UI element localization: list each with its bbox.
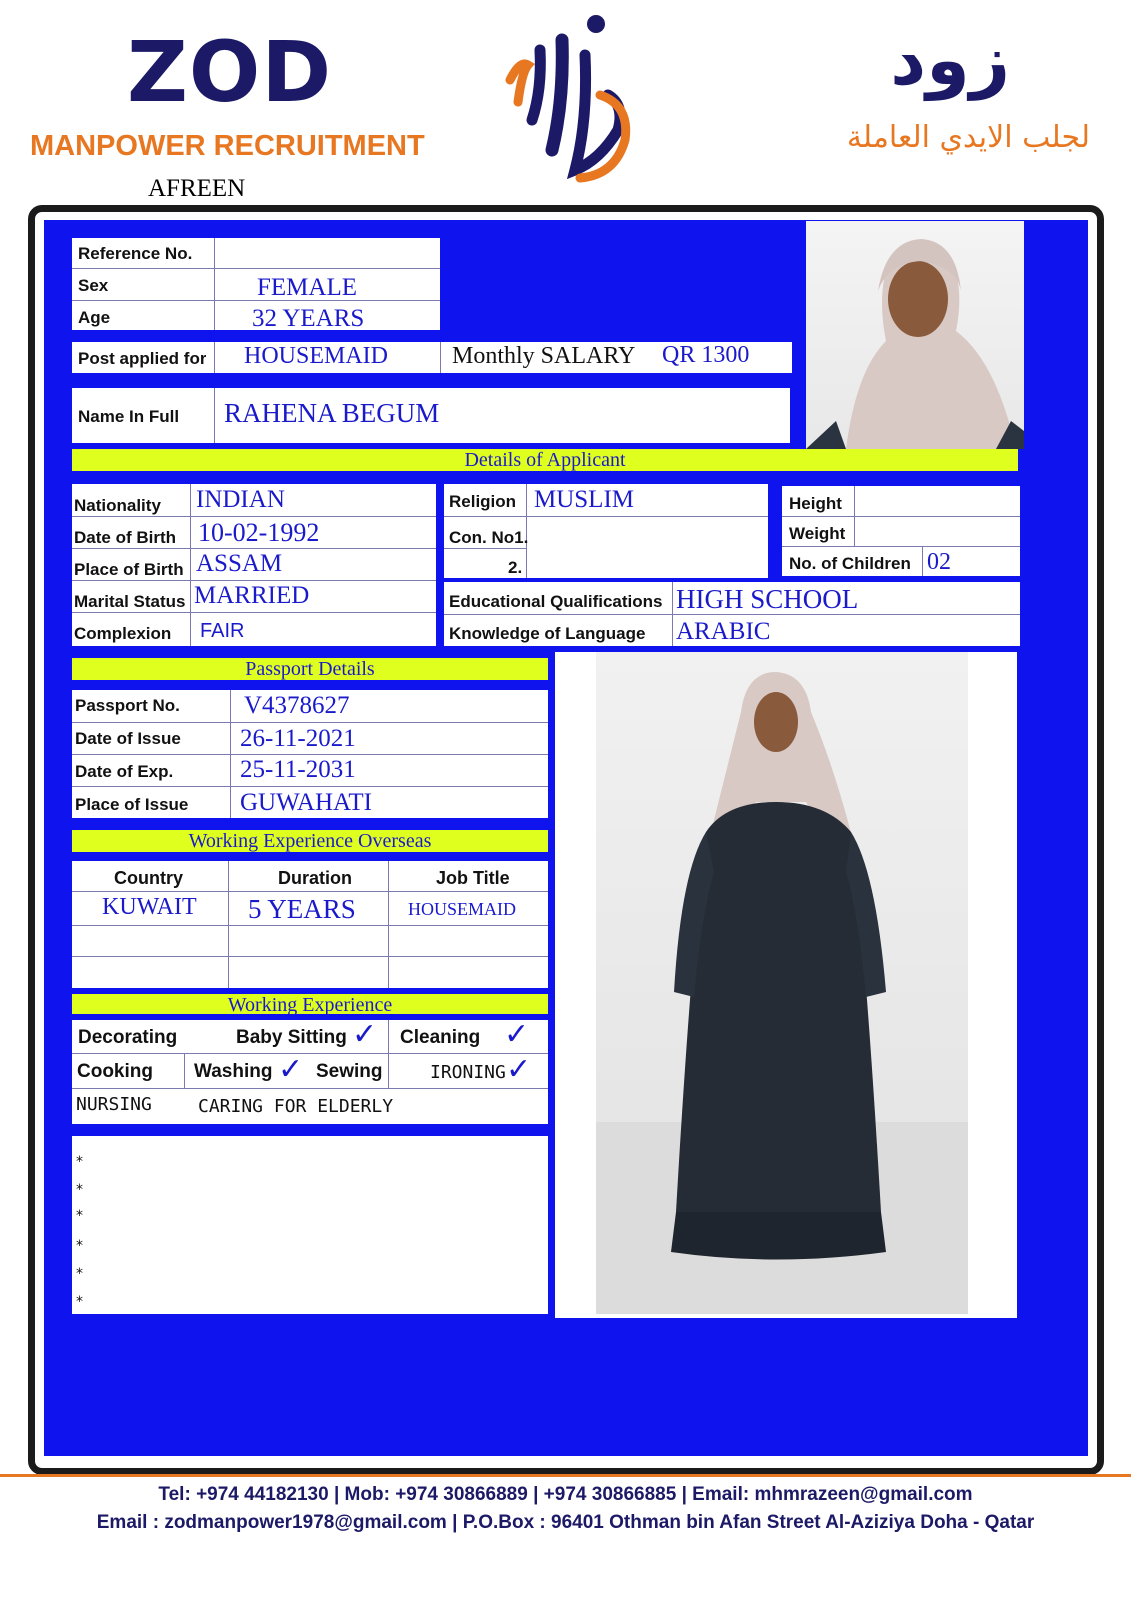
note-bullet-3: * [76,1208,83,1224]
washing-check-icon: ✓ [278,1055,304,1085]
nationality-value: INDIAN [196,486,285,513]
notes-box [72,1136,548,1314]
language-label: Knowledge of Language [449,624,646,643]
personal-details-table [72,484,436,646]
post-row [72,342,792,373]
footer-address-line: Email : zodmanpower1978@gmail.com | P.O.Box : 96401 Othman bin Afan Street Al-Aziziya Doha - Qatar [96,1512,1035,1533]
sex-label: Sex [78,276,109,295]
children-value: 02 [927,549,951,575]
reference-table [72,238,440,330]
skill-nursing: NURSING [76,1094,152,1115]
complexion-label: Complexion [74,624,172,643]
details-band: Details of Applicant [72,449,1018,471]
post-value: HOUSEMAID [244,343,388,369]
overseas-row-duration: 5 YEARS [248,894,356,924]
applicant-full-length-photo [596,652,968,1314]
pob-value: ASSAM [196,550,283,577]
brand-title: ZOD [127,23,333,121]
note-bullet-1: * [76,1154,83,1170]
age-value: 32 YEARS [252,305,365,332]
skill-cleaning: Cleaning [400,1027,481,1048]
skill-decorating: Decorating [78,1027,178,1048]
issue-date-value: 26-11-2021 [240,725,356,752]
education-label: Educational Qualifications [449,592,663,611]
overseas-col-country: Country [114,868,183,888]
skill-ironing: IRONING [430,1062,506,1083]
footer-divider [0,1474,1131,1477]
ironing-check-icon: ✓ [506,1055,532,1085]
brand-subtitle: MANPOWER RECRUITMENT [30,130,425,162]
dob-label: Date of Birth [74,528,176,547]
religion-table [444,484,768,578]
skill-sewing: Sewing [316,1061,383,1082]
overseas-band: Working Experience Overseas [72,830,548,852]
language-value: ARABIC [676,618,771,645]
weight-label: Weight [789,524,846,543]
baby-sitting-check-icon: ✓ [352,1020,378,1050]
applicant-portrait-photo [806,221,1024,449]
footer-contact-line: Tel: +974 44182130 | Mob: +974 30866889 | +974 30866885 | Email: mhmrazeen@gmail.com [158,1484,973,1505]
name-row [72,388,790,443]
company-logo [500,10,650,185]
passport-band: Passport Details [72,658,548,680]
reference-label: Reference No. [78,244,193,263]
overseas-col-duration: Duration [278,868,352,888]
name-value: RAHENA BEGUM [224,398,440,428]
arabic-brand: زود [890,19,1010,101]
height-label: Height [789,494,842,513]
education-value: HIGH SCHOOL [676,584,859,614]
pob-label: Place of Birth [74,560,184,579]
age-label: Age [78,308,111,327]
expiry-date-value: 25-11-2031 [240,756,356,783]
issue-date-label: Date of Issue [75,729,181,748]
complexion-value: FAIR [200,620,245,642]
overseas-table [72,861,548,988]
expiry-date-label: Date of Exp. [75,762,174,781]
physical-table [782,486,1020,576]
issue-place-label: Place of Issue [75,795,189,814]
note-bullet-6: * [76,1294,83,1310]
overseas-row-job: HOUSEMAID [408,899,516,919]
salary-label: Monthly SALARY [452,343,636,369]
marital-label: Marital Status [74,592,186,611]
issue-place-value: GUWAHATI [240,789,372,816]
religion-label: Religion [449,492,517,511]
overseas-row-country: KUWAIT [102,894,197,920]
dob-value: 10-02-1992 [198,518,320,547]
post-label: Post applied for [78,349,207,368]
note-bullet-5: * [76,1266,83,1282]
skill-washing: Washing [194,1061,273,1082]
nationality-label: Nationality [74,496,161,515]
sex-value: FEMALE [257,274,357,301]
note-bullet-2: * [76,1182,83,1198]
children-label: No. of Children [789,554,911,573]
note-bullet-4: * [76,1238,83,1254]
cleaning-check-icon: ✓ [504,1020,530,1050]
passport-number-label: Passport No. [75,696,180,715]
skills-band: Working Experience [72,994,548,1014]
agent-name: AFREEN [148,175,246,202]
passport-number-value: V4378627 [244,692,350,719]
education-table [444,582,1020,646]
overseas-col-job: Job Title [436,868,510,888]
skill-cooking: Cooking [77,1061,153,1082]
skill-elderly-care: CARING FOR ELDERLY [198,1096,394,1117]
salary-value: QR 1300 [662,342,750,368]
name-label: Name In Full [78,407,180,426]
passport-table [72,690,548,818]
skills-table [72,1020,548,1124]
contact2-label: 2. [508,558,523,577]
religion-value: MUSLIM [534,486,635,513]
marital-value: MARRIED [194,582,310,609]
contact1-label: Con. No1. [449,528,529,547]
skill-baby-sitting: Baby Sitting [236,1027,347,1048]
arabic-subtitle: لجلب الايدي العاملة [846,120,1090,155]
